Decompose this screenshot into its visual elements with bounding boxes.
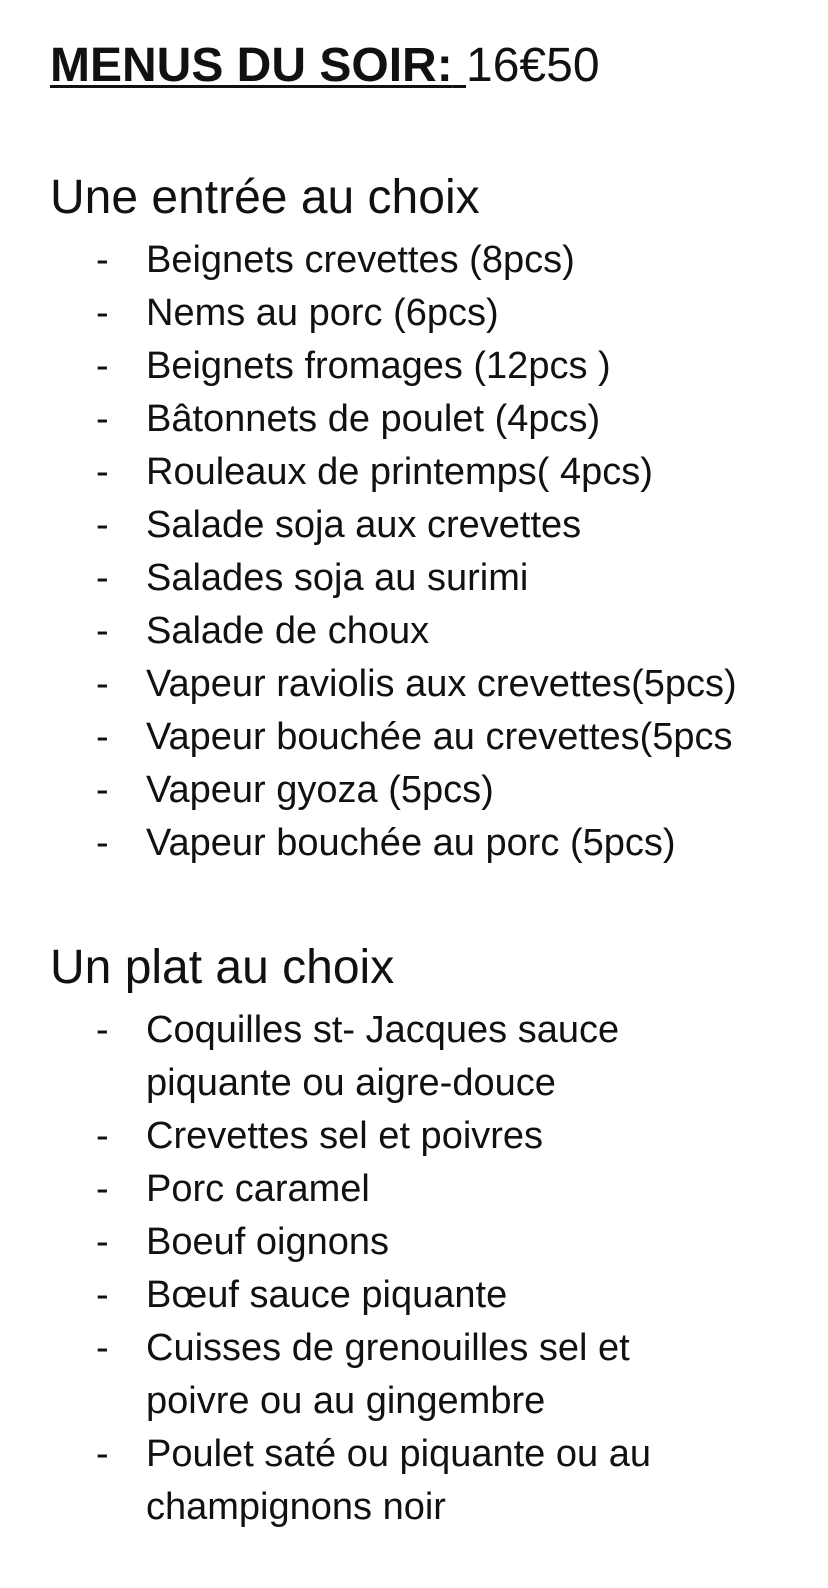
entree-item xyxy=(96,446,821,499)
entree-item xyxy=(96,340,821,393)
bullet-dash: - xyxy=(96,663,109,705)
bullet-dash: - xyxy=(96,1009,109,1051)
bullet-dash: - xyxy=(96,822,109,864)
plat-list xyxy=(96,1004,821,1534)
entree-item xyxy=(96,658,821,711)
plat-section-heading: Un plat au choix xyxy=(50,941,395,994)
entree-item xyxy=(96,552,821,605)
bullet-dash: - xyxy=(96,451,109,493)
bullet-dash: - xyxy=(96,1221,109,1263)
entree-item xyxy=(96,393,821,446)
entree-item-text: Vapeur bouchée au crevettes(5pcs xyxy=(146,716,733,758)
bullet-dash: - xyxy=(96,769,109,811)
entree-item-text: Vapeur raviolis aux crevettes(5pcs) xyxy=(146,663,737,705)
plat-item-text: Poulet saté ou piquante ou au champignons noir xyxy=(146,1433,651,1528)
bullet-dash: - xyxy=(96,1433,109,1475)
entree-item-text: Salades soja au surimi xyxy=(146,557,529,599)
plat-item xyxy=(96,1428,746,1534)
plat-item xyxy=(96,1216,821,1269)
entree-item xyxy=(96,711,821,764)
plat-item-text: Bœuf sauce piquante xyxy=(146,1274,508,1316)
entree-item xyxy=(96,499,821,552)
entree-item xyxy=(96,817,821,870)
plat-item-text: Boeuf oignons xyxy=(146,1221,389,1263)
plat-item xyxy=(96,1269,821,1322)
bullet-dash: - xyxy=(96,1168,109,1210)
bullet-dash: - xyxy=(96,610,109,652)
entree-item-text: Beignets fromages (12pcs ) xyxy=(146,345,611,387)
bullet-dash: - xyxy=(96,504,109,546)
bullet-dash: - xyxy=(96,1274,109,1316)
plat-item xyxy=(96,1110,821,1163)
bullet-dash: - xyxy=(96,292,109,334)
entree-item-text: Vapeur gyoza (5pcs) xyxy=(146,769,494,811)
bullet-dash: - xyxy=(96,1327,109,1369)
entree-item-text: Beignets crevettes (8pcs) xyxy=(146,239,575,281)
bullet-dash: - xyxy=(96,345,109,387)
entree-item xyxy=(96,764,821,817)
bullet-dash: - xyxy=(96,557,109,599)
entree-item-text: Vapeur bouchée au porc (5pcs) xyxy=(146,822,676,864)
entree-item-text: Bâtonnets de poulet (4pcs) xyxy=(146,398,601,440)
menu-title-label: MENUS DU SOIR: xyxy=(50,39,453,92)
plat-item xyxy=(96,1163,821,1216)
plat-item xyxy=(96,1004,706,1110)
entree-item xyxy=(96,234,821,287)
menu-price: 16€50 xyxy=(466,39,600,92)
entree-item-text: Salade de choux xyxy=(146,610,430,652)
bullet-dash: - xyxy=(96,398,109,440)
entree-list xyxy=(96,234,821,870)
plat-item-text: Crevettes sel et poivres xyxy=(146,1115,544,1157)
bullet-dash: - xyxy=(96,716,109,758)
entree-item xyxy=(96,287,821,340)
menu-title xyxy=(50,36,600,96)
entree-item-text: Salade soja aux crevettes xyxy=(146,504,582,546)
entree-section-heading: Une entrée au choix xyxy=(50,171,480,224)
entree-item-text: Rouleaux de printemps( 4pcs) xyxy=(146,451,653,493)
plat-item-text: Porc caramel xyxy=(146,1168,370,1210)
entree-item xyxy=(96,605,821,658)
plat-item-text: Coquilles st- Jacques sauce piquante ou aigre-douce xyxy=(146,1009,620,1104)
bullet-dash: - xyxy=(96,1115,109,1157)
plat-item xyxy=(96,1322,706,1428)
entree-item-text: Nems au porc (6pcs) xyxy=(146,292,499,334)
plat-item-text: Cuisses de grenouilles sel et poivre ou au gingembre xyxy=(146,1327,630,1422)
bullet-dash: - xyxy=(96,239,109,281)
